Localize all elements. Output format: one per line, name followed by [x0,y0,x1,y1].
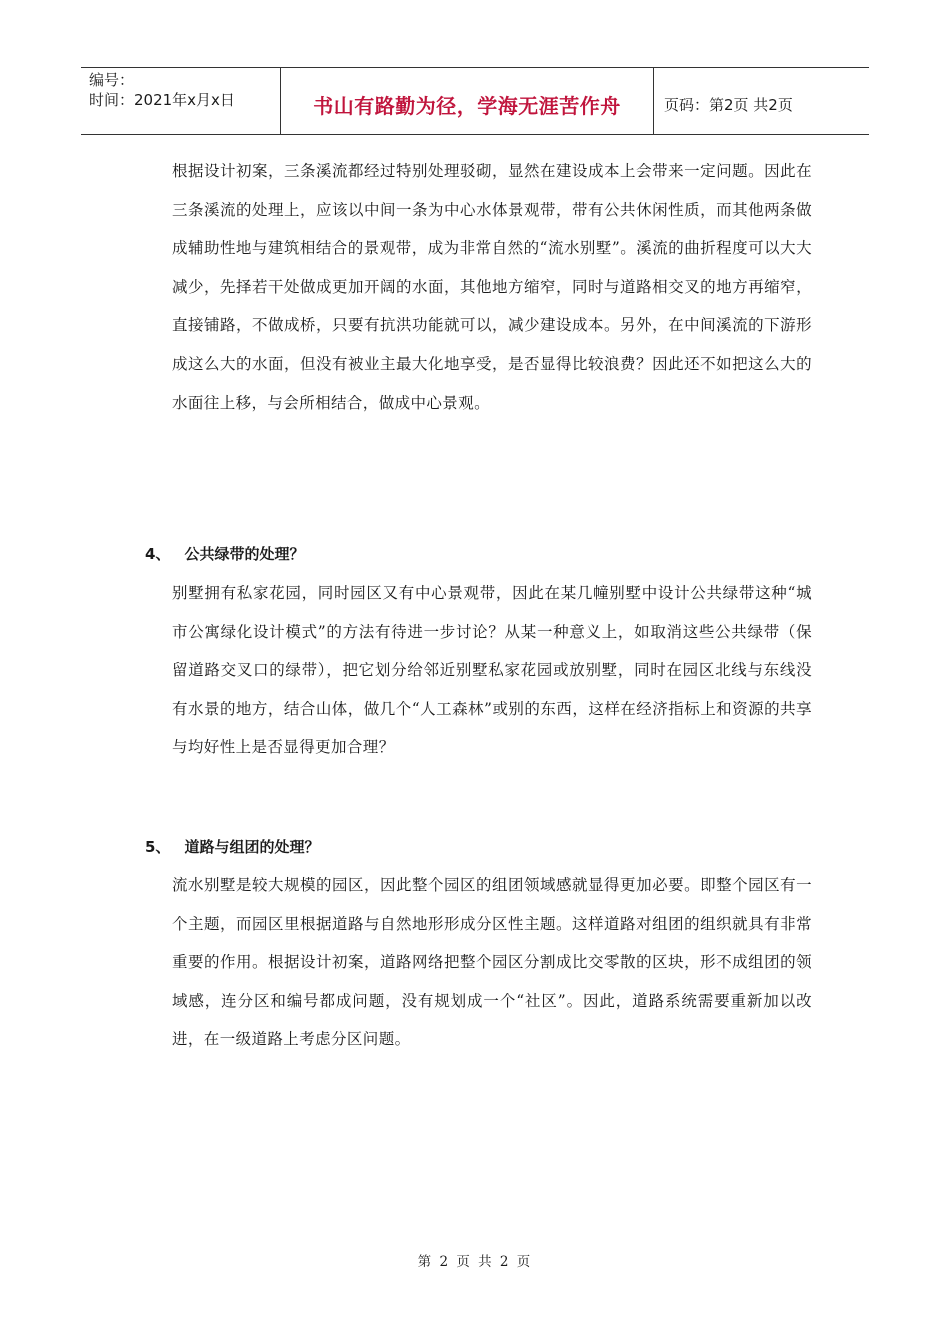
page-header [81,67,869,135]
header-page-info: 页码：第2页 共2页 [664,95,793,114]
header-page-info-cell [654,68,869,134]
section-4-title: 公共绿带的处理？ [184,545,305,563]
section-5-paragraph: 流水别墅是较大规模的园区，因此整个园区的组团领域感就显得更加必要。即整个园区有一个主题，而园区里根据道路与自然地形形成分区性主题。这样道路对组团的组织就具有非常重要的作用。根据设计初案，道路网络把整个园区分割成比交零散的区块，形不成组团的领域感，连分区和编号都成问题，没有规划成一个“社区”。因此，道路系统需要重新加以改进，在一级道路上考虑分区问题。 [172,876,812,1049]
page-footer: 第 2 页 共 2 页 [417,1254,533,1270]
section-5-heading [145,836,319,857]
section-4-number: 4、 [145,545,171,563]
code-label: 编号： [89,71,135,89]
time-label: 时间：2021年x月x日 [89,91,235,109]
section-4-heading [145,543,304,564]
header-motto: 书山有路勤为径，学海无涯苦作舟 [313,93,621,118]
header-meta [81,68,281,134]
header-motto-cell [281,68,654,134]
section-5-title: 道路与组团的处理？ [184,838,320,856]
intro-paragraph: 根据设计初案，三条溪流都经过特别处理驳砌，显然在建设成本上会带来一定问题。因此在三条溪流的处理上，应该以中间一条为中心水体景观带，带有公共休闲性质，而其他两条做成辅助性地与建筑相结合的景观带，成为非常自然的“流水别墅”。溪流的曲折程度可以大大减少，先择若干处做成更加开阔的水面，其他地方缩窄，同时与道路相交叉的地方再缩窄，直接铺路，不做成桥，只要有抗洪功能就可以，减少建设成本。另外，在中间溪流的下游形成这么大的水面，但没有被业主最大化地享受，是否显得比较浪费？因此还不如把这么大的水面往上移，与会所相结合，做成中心景观。 [172,162,812,412]
section-5-number: 5、 [145,838,171,856]
section-4-paragraph: 别墅拥有私家花园，同时园区又有中心景观带，因此在某几幢别墅中设计公共绿带这种“城市公寓绿化设计模式”的方法有待进一步讨论？从某一种意义上，如取消这些公共绿带（保留道路交叉口的绿带），把它划分给邻近别墅私家花园或放别墅，同时在园区北线与东线没有水景的地方，结合山体，做几个“人工森林”或别的东西，这样在经济指标上和资源的共享与均好性上是否显得更加合理？ [172,584,812,757]
